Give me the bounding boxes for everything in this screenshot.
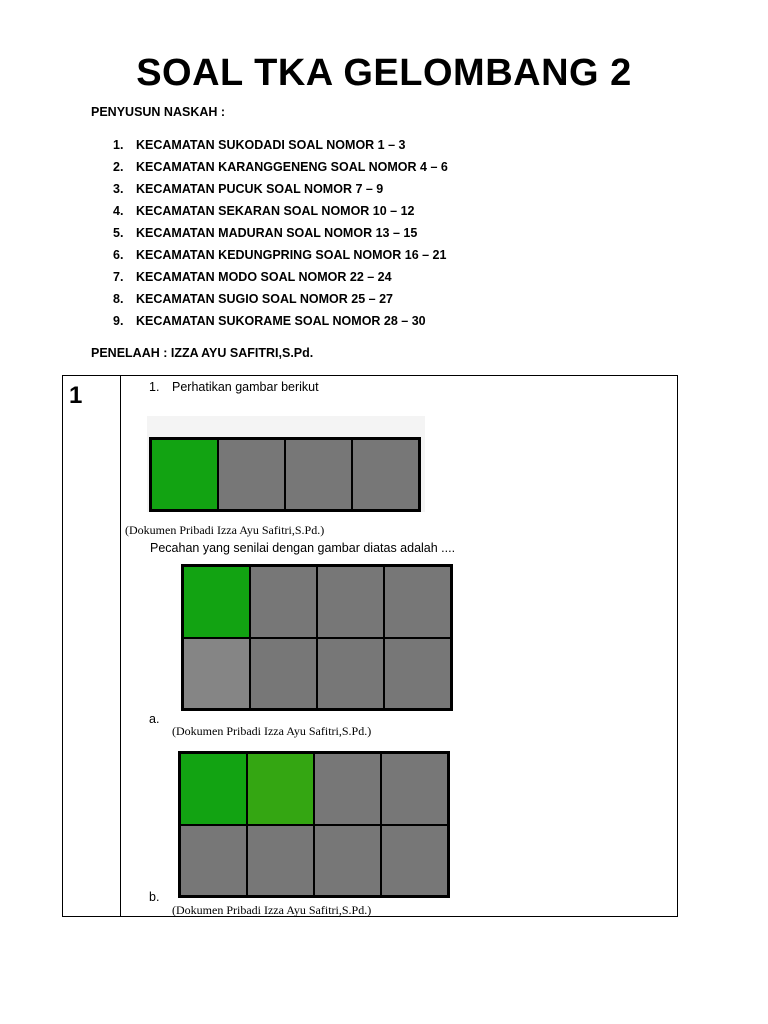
unshaded-cell — [285, 439, 352, 510]
option-a-caption: (Dokumen Pribadi Izza Ayu Safitri,S.Pd.) — [172, 724, 372, 738]
list-item-text: KECAMATAN MODO SOAL NOMOR 22 – 24 — [136, 270, 392, 284]
question-number: 1 — [69, 382, 83, 409]
list-item-text: KECAMATAN SUGIO SOAL NOMOR 25 – 27 — [136, 292, 393, 306]
list-item — [113, 292, 448, 314]
list-item-number: 1. — [113, 138, 124, 152]
author-list — [113, 138, 448, 336]
list-item — [113, 160, 448, 182]
list-item-text: KECAMATAN KEDUNGPRING SOAL NOMOR 16 – 21 — [136, 248, 447, 262]
list-item-number: 4. — [113, 204, 124, 218]
unshaded-cell — [180, 825, 247, 897]
reviewer-line: PENELAAH : IZZA AYU SAFITRI,S.Pd. — [91, 346, 314, 360]
author-label: PENYUSUN NASKAH : — [91, 105, 226, 119]
list-item-number: 3. — [113, 182, 124, 196]
unshaded-cell — [218, 439, 285, 510]
list-item-text: KECAMATAN KARANGGENENG SOAL NOMOR 4 – 6 — [136, 160, 448, 174]
item-number: 1. — [149, 380, 160, 394]
list-item-text: KECAMATAN SUKODADI SOAL NOMOR 1 – 3 — [136, 138, 406, 152]
question-instruction — [149, 380, 319, 394]
list-item — [113, 182, 448, 204]
unshaded-cell — [381, 753, 448, 825]
list-item — [113, 138, 448, 160]
unshaded-cell — [183, 638, 250, 710]
shaded-cell — [180, 753, 247, 825]
list-item-text: KECAMATAN SEKARAN SOAL NOMOR 10 – 12 — [136, 204, 415, 218]
unshaded-cell — [317, 638, 384, 710]
unshaded-cell — [314, 825, 381, 897]
list-item-text: KECAMATAN SUKORAME SOAL NOMOR 28 – 30 — [136, 314, 426, 328]
option-a-label[interactable]: a. — [149, 712, 160, 726]
list-item-number: 6. — [113, 248, 124, 262]
list-item — [113, 270, 448, 292]
list-item — [113, 226, 448, 248]
list-item-number: 5. — [113, 226, 124, 240]
list-item-number: 9. — [113, 314, 124, 328]
instruction-text: Perhatikan gambar berikut — [172, 380, 319, 394]
page-title: SOAL TKA GELOMBANG 2 — [136, 52, 632, 94]
unshaded-cell — [250, 638, 317, 710]
shaded-cell — [151, 439, 218, 510]
question-table — [62, 375, 678, 917]
unshaded-cell — [247, 825, 314, 897]
unshaded-cell — [352, 439, 419, 510]
shaded-cell — [247, 753, 314, 825]
figure-caption: (Dokumen Pribadi Izza Ayu Safitri,S.Pd.) — [125, 523, 325, 537]
unshaded-cell — [381, 825, 448, 897]
list-item — [113, 248, 448, 270]
option-b-figure — [178, 751, 450, 898]
list-item — [113, 314, 448, 336]
shaded-cell — [183, 566, 250, 638]
list-item-number: 7. — [113, 270, 124, 284]
list-item-text: KECAMATAN MADURAN SOAL NOMOR 13 – 15 — [136, 226, 418, 240]
option-b-caption: (Dokumen Pribadi Izza Ayu Safitri,S.Pd.) — [172, 903, 372, 917]
unshaded-cell — [250, 566, 317, 638]
option-b-label[interactable]: b. — [149, 890, 160, 904]
column-divider — [120, 376, 121, 916]
unshaded-cell — [314, 753, 381, 825]
question-prompt: Pecahan yang senilai dengan gambar diatas adalah .... — [150, 541, 456, 555]
option-a-figure — [181, 564, 453, 711]
unshaded-cell — [317, 566, 384, 638]
list-item-number: 8. — [113, 292, 124, 306]
unshaded-cell — [384, 638, 451, 710]
unshaded-cell — [384, 566, 451, 638]
list-item-text: KECAMATAN PUCUK SOAL NOMOR 7 – 9 — [136, 182, 384, 196]
list-item-number: 2. — [113, 160, 124, 174]
list-item — [113, 204, 448, 226]
main-fraction-figure — [149, 437, 421, 512]
